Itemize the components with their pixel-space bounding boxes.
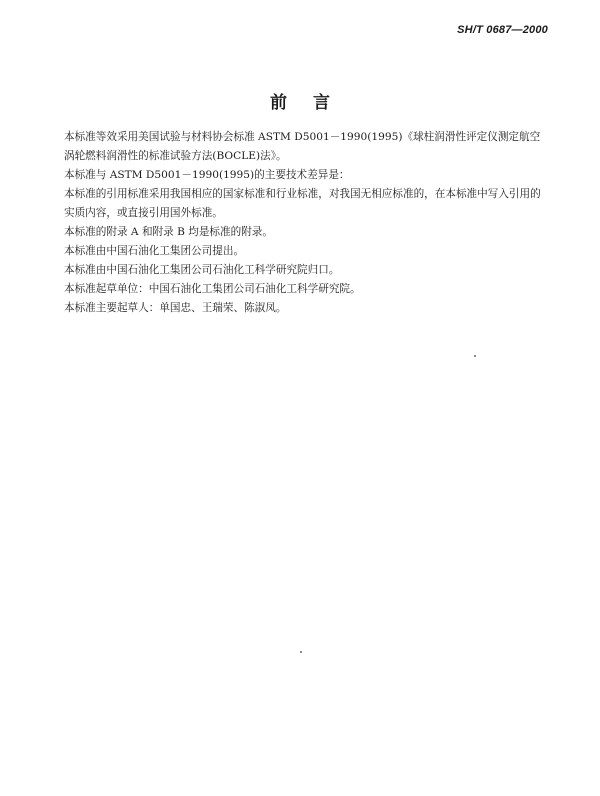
foreword-body (64, 128, 544, 318)
standard-code: SH/T 0687—2000 (457, 24, 548, 36)
paragraph-drafting-unit: 本标准起草单位：中国石油化工集团公司石油化工科学研究院。 (64, 283, 361, 295)
paragraph-annexes: 本标准的附录 A 和附录 B 均是标准的附录。 (64, 226, 273, 238)
paragraph-references: 本标准的引用标准采用我国相应的国家标准和行业标准，对我国无相应标准的，在本标准中写入引用的实质内容，或直接引用国外标准。 (64, 188, 541, 219)
paragraph-responsible: 本标准由中国石油化工集团公司石油化工科学研究院归口。 (64, 264, 340, 276)
paragraph-differences: 本标准与 ASTM D5001－1990(1995)的主要技术差异是： (64, 169, 350, 181)
scan-speck (300, 651, 302, 653)
paragraph-proposer: 本标准由中国石油化工集团公司提出。 (64, 245, 245, 257)
paragraph-adoption: 本标准等效采用美国试验与材料协会标准 ASTM D5001－1990(1995)《球柱润滑性评定仪测定航空涡轮燃料润滑性的标准试验方法(BOCLE)法》。 (64, 131, 541, 162)
scan-speck (474, 355, 476, 357)
page-title: 前言 (270, 93, 356, 113)
paragraph-drafters: 本标准主要起草人：单国忠、王瑞荣、陈淑凤。 (64, 302, 287, 314)
